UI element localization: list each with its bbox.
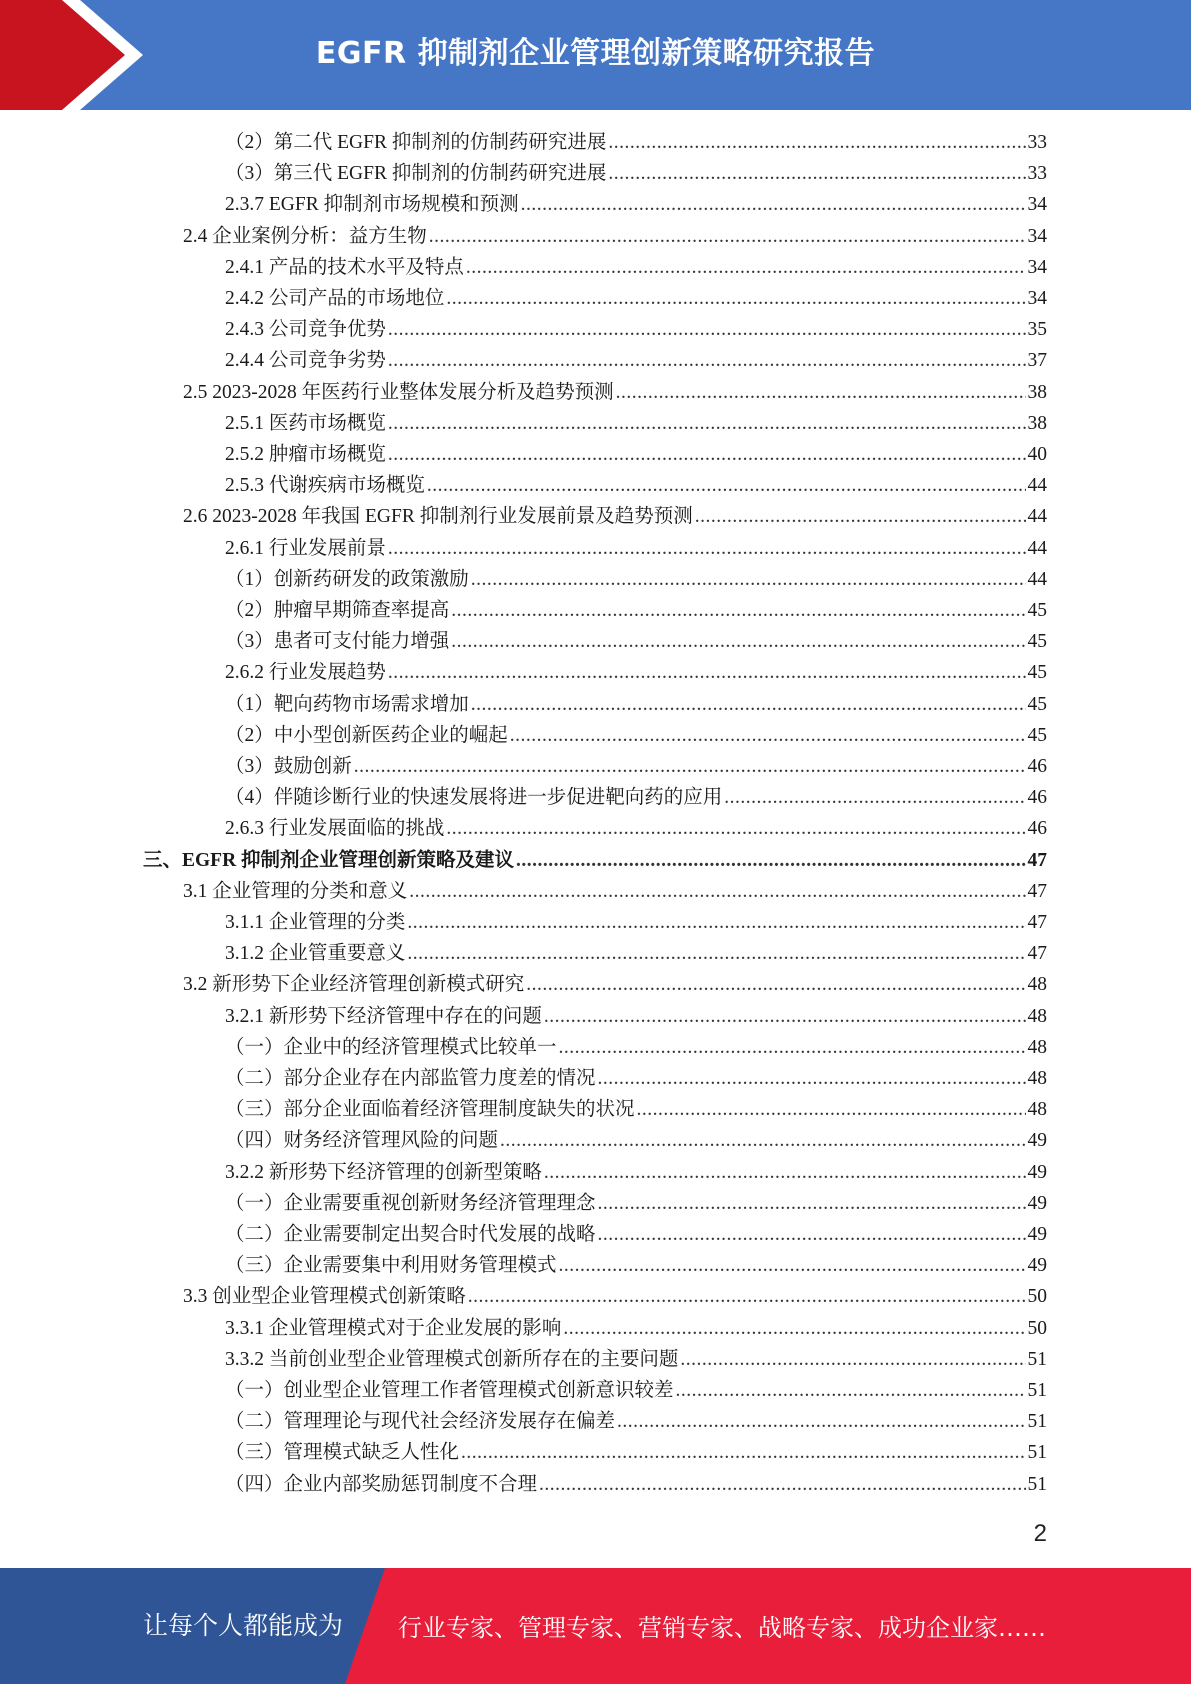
toc-entry-page: 45 [1027, 724, 1047, 746]
toc-dot-leader [388, 533, 1026, 564]
toc-entry[interactable] [225, 564, 1047, 595]
toc-dot-leader [563, 1313, 1025, 1344]
toc-dot-leader [354, 751, 1026, 782]
toc-entry-page: 38 [1027, 381, 1047, 403]
toc-entry-title: 2.6.3 行业发展面临的挑战 [225, 818, 445, 840]
toc-entry[interactable] [225, 595, 1047, 626]
toc-entry-title: 3.3 创业型企业管理模式创新策略 [183, 1286, 466, 1308]
toc-dot-leader [539, 1469, 1025, 1500]
toc-entry-page: 48 [1027, 1005, 1047, 1027]
toc-dot-leader [544, 1157, 1026, 1188]
toc-entry[interactable] [225, 1406, 1047, 1437]
toc-entry[interactable] [225, 751, 1047, 782]
toc-entry[interactable] [225, 1157, 1047, 1188]
toc-entry[interactable] [225, 1375, 1047, 1406]
toc-entry[interactable] [225, 1250, 1047, 1281]
toc-entry-page: 49 [1027, 1255, 1047, 1277]
toc-dot-leader [598, 1063, 1026, 1094]
toc-entry[interactable] [183, 1281, 1047, 1312]
toc-entry-title: （三）管理模式缺乏人性化 [225, 1442, 460, 1464]
toc-entry-title: （三）企业需要集中利用财务管理模式 [225, 1255, 557, 1277]
toc-entry-title: （一）企业中的经济管理模式比较单一 [225, 1036, 557, 1058]
toc-entry-page: 33 [1027, 163, 1047, 185]
toc-dot-leader [466, 252, 1026, 283]
toc-entry-title: 2.5 2023-2028 年医药行业整体发展分析及趋势预测 [183, 381, 614, 403]
footer-slogan-right: 行业专家、管理专家、营销专家、战略专家、成功企业家…… [398, 1614, 1046, 1642]
toc-dot-leader [559, 1250, 1026, 1281]
toc-entry[interactable] [183, 501, 1047, 532]
toc-entry-page: 48 [1027, 1099, 1047, 1121]
toc-entry-page: 34 [1027, 256, 1047, 278]
toc-dot-leader [695, 501, 1026, 532]
toc-entry-page: 49 [1027, 1224, 1047, 1245]
toc-entry-title: 2.4.2 公司产品的市场地位 [225, 288, 445, 309]
toc-entry-page: 37 [1027, 350, 1047, 372]
toc-entry-title: （二）部分企业存在内部监管力度差的情况 [225, 1068, 596, 1089]
toc-dot-leader [471, 689, 1026, 720]
toc-entry-page: 50 [1027, 1317, 1047, 1339]
toc-entry-title: 2.4 企业案例分析：益方生物 [183, 225, 427, 247]
toc-entry-title: （2）中小型创新医药企业的崛起 [225, 724, 508, 746]
toc-entry-title: （1）靶向药物市场需求增加 [225, 693, 469, 715]
toc-entry-page: 45 [1027, 600, 1047, 621]
toc-entry[interactable] [183, 221, 1047, 252]
toc-dot-leader [598, 1219, 1026, 1250]
toc-dot-leader [388, 345, 1026, 376]
toc-entry-title: （2）肿瘤早期筛查率提高 [225, 600, 450, 621]
toc-entry-page: 51 [1027, 1348, 1047, 1370]
toc-entry-page: 45 [1027, 631, 1047, 653]
toc-dot-leader [388, 314, 1026, 345]
toc-entry-title: 2.3.7 EGFR 抑制剂市场规模和预测 [225, 194, 519, 216]
toc-dot-leader [616, 377, 1026, 408]
toc-entry-page: 48 [1027, 1068, 1047, 1089]
toc-entry[interactable] [225, 1219, 1047, 1250]
toc-entry-page: 45 [1027, 662, 1047, 684]
toc-entry-page: 51 [1027, 1380, 1047, 1401]
toc-entry[interactable] [225, 439, 1047, 470]
toc-entry-title: 三、EGFR 抑制剂企业管理创新策略及建议 [143, 849, 515, 871]
toc-entry[interactable] [225, 314, 1047, 345]
toc-entry-title: （2）第二代 EGFR 抑制剂的仿制药研究进展 [225, 132, 607, 153]
toc-entry-title: （4）伴随诊断行业的快速发展将进一步促进靶向药的应用 [225, 787, 723, 809]
toc-entry-page: 44 [1027, 537, 1047, 559]
toc-entry-page: 48 [1027, 974, 1047, 996]
toc-entry-page: 46 [1027, 818, 1047, 840]
toc-dot-leader [521, 189, 1026, 220]
toc-entry[interactable] [225, 689, 1047, 720]
toc-entry-title: 3.3.1 企业管理模式对于企业发展的影响 [225, 1317, 562, 1339]
toc-entry-title: 2.5.3 代谢疾病市场概览 [225, 475, 425, 497]
toc-entry[interactable] [225, 782, 1047, 813]
toc-entry[interactable] [225, 127, 1047, 158]
toc-entry-title: 2.4.3 公司竞争优势 [225, 319, 386, 341]
toc-entry-title: 3.2 新形势下企业经济管理创新模式研究 [183, 974, 525, 996]
toc-dot-leader [451, 595, 1025, 626]
toc-entry[interactable] [183, 969, 1047, 1000]
toc-entry[interactable] [225, 345, 1047, 376]
report-title: EGFR 抑制剂企业管理创新策略研究报告 [315, 36, 876, 71]
toc-entry-title: 3.3.2 当前创业型企业管理模式创新所存在的主要问题 [225, 1348, 679, 1370]
toc-entry[interactable] [225, 1094, 1047, 1125]
toc-entry[interactable] [183, 876, 1047, 907]
toc-entry[interactable] [143, 845, 1047, 876]
toc-entry-page: 47 [1027, 849, 1047, 871]
toc-entry-page: 47 [1027, 880, 1047, 902]
toc-entry-page: 44 [1027, 506, 1047, 528]
toc-entry-page: 44 [1027, 568, 1047, 590]
page-footer [0, 1568, 1191, 1684]
toc-entry[interactable] [225, 720, 1047, 751]
toc-entry-title: 2.6 2023-2028 年我国 EGFR 抑制剂行业发展前景及趋势预测 [183, 506, 693, 528]
toc-entry-title: 3.1 企业管理的分类和意义 [183, 880, 408, 902]
toc-dot-leader [510, 720, 1026, 751]
toc-entry-title: （四）企业内部奖励惩罚制度不合理 [225, 1473, 538, 1495]
toc-entry-page: 47 [1027, 943, 1047, 965]
toc-entry-title: 2.5.1 医药市场概览 [225, 412, 386, 434]
toc-dot-leader [724, 782, 1025, 813]
toc-entry[interactable] [225, 533, 1047, 564]
toc-entry-title: （二）企业需要制定出契合时代发展的战略 [225, 1224, 596, 1245]
toc-entry-title: 3.2.2 新形势下经济管理的创新型策略 [225, 1161, 542, 1183]
toc-entry[interactable] [225, 1469, 1047, 1500]
toc-dot-leader [407, 907, 1025, 938]
footer-slogan-left: 让每个人都能成为 [143, 1611, 344, 1640]
toc-entry-title: （3）第三代 EGFR 抑制剂的仿制药研究进展 [225, 163, 607, 185]
toc-dot-leader [451, 626, 1025, 657]
toc-dot-leader [637, 1094, 1026, 1125]
toc-entry-page: 46 [1027, 787, 1047, 809]
toc-entry-page: 45 [1027, 693, 1047, 715]
toc-dot-leader [680, 1344, 1025, 1375]
toc-dot-leader [427, 470, 1026, 501]
toc-dot-leader [388, 657, 1026, 688]
toc-entry[interactable] [225, 470, 1047, 501]
toc-entry[interactable] [225, 626, 1047, 657]
toc-entry[interactable] [225, 283, 1047, 314]
toc-dot-leader [429, 221, 1026, 252]
toc-entry-page: 34 [1027, 288, 1047, 309]
toc-entry[interactable] [225, 1188, 1047, 1219]
toc-entry[interactable] [225, 1063, 1047, 1094]
toc-entry-title: （一）创业型企业管理工作者管理模式创新意识较差 [225, 1380, 674, 1401]
toc-entry[interactable] [225, 1313, 1047, 1344]
toc-entry-page: 50 [1027, 1286, 1047, 1308]
toc-entry-page: 44 [1027, 475, 1047, 497]
toc-entry[interactable] [225, 1001, 1047, 1032]
toc-entry-title: 2.5.2 肿瘤市场概览 [225, 444, 386, 465]
page-number: 2 [1033, 1520, 1047, 1547]
page-header [0, 0, 1191, 110]
toc-entry-page: 38 [1027, 412, 1047, 434]
toc-entry-page: 48 [1027, 1036, 1047, 1058]
toc-dot-leader [446, 283, 1025, 314]
toc-dot-leader [461, 1437, 1025, 1468]
toc-entry-title: （二）管理理论与现代社会经济发展存在偏差 [225, 1411, 616, 1433]
toc-entry-title: 2.6.2 行业发展趋势 [225, 662, 386, 684]
toc-entry[interactable] [225, 189, 1047, 220]
toc-dot-leader [446, 813, 1025, 844]
toc-entry[interactable] [225, 813, 1047, 844]
toc-entry-page: 47 [1027, 912, 1047, 933]
toc-dot-leader [388, 408, 1026, 439]
toc-entry-title: 2.4.1 产品的技术水平及特点 [225, 256, 464, 278]
toc-dot-leader [409, 876, 1025, 907]
toc-dot-leader [598, 1188, 1026, 1219]
toc-dot-leader [471, 564, 1026, 595]
toc-dot-leader [608, 158, 1025, 189]
toc-entry-page: 34 [1027, 225, 1047, 247]
toc-entry-title: 2.6.1 行业发展前景 [225, 537, 386, 559]
toc-dot-leader [559, 1032, 1026, 1063]
toc-entry[interactable] [225, 158, 1047, 189]
toc-dot-leader [676, 1375, 1026, 1406]
toc-entry-title: （三）部分企业面临着经济管理制度缺失的状况 [225, 1099, 635, 1121]
toc-entry[interactable] [225, 1032, 1047, 1063]
toc-entry[interactable] [225, 252, 1047, 283]
toc-dot-leader [388, 439, 1026, 470]
toc-entry-page: 40 [1027, 444, 1047, 465]
toc-entry-title: （一）企业需要重视创新财务经济管理理念 [225, 1192, 596, 1214]
toc-dot-leader [526, 969, 1025, 1000]
toc-entry-page: 49 [1027, 1192, 1047, 1214]
toc-entry-title: 3.1.1 企业管理的分类 [225, 912, 406, 933]
toc-entry-title: 3.2.1 新形势下经济管理中存在的问题 [225, 1005, 542, 1027]
toc-dot-leader [407, 938, 1025, 969]
toc-entry[interactable] [225, 657, 1047, 688]
toc-entry[interactable] [225, 408, 1047, 439]
toc-entry-title: （四）财务经济管理风险的问题 [225, 1130, 499, 1152]
toc-entry[interactable] [183, 377, 1047, 408]
toc-dot-leader [544, 1001, 1026, 1032]
toc-entry-page: 35 [1027, 319, 1047, 341]
toc-entry-title: 2.4.4 公司竞争劣势 [225, 350, 386, 372]
toc-dot-leader [617, 1406, 1025, 1437]
toc-entry[interactable] [225, 1125, 1047, 1156]
toc-entry-page: 49 [1027, 1130, 1047, 1152]
toc-entry[interactable] [225, 1437, 1047, 1468]
toc-entry-page: 51 [1027, 1442, 1047, 1464]
toc-entry[interactable] [225, 907, 1047, 938]
toc-entry[interactable] [225, 1344, 1047, 1375]
toc-entry-title: （1）创新药研发的政策激励 [225, 568, 469, 590]
toc-entry-page: 51 [1027, 1411, 1047, 1433]
toc-entry-title: （3）鼓励创新 [225, 756, 352, 777]
toc-dot-leader [608, 127, 1025, 158]
toc-entry-page: 46 [1027, 756, 1047, 777]
toc-dot-leader [468, 1281, 1026, 1312]
toc-dot-leader [516, 845, 1025, 876]
toc-dot-leader [500, 1125, 1025, 1156]
toc-entry-page: 49 [1027, 1161, 1047, 1183]
toc-entry[interactable] [225, 938, 1047, 969]
toc-entry-title: （3）患者可支付能力增强 [225, 631, 450, 653]
toc-entry-page: 34 [1027, 194, 1047, 216]
toc-entry-page: 33 [1027, 132, 1047, 153]
toc-entry-page: 51 [1027, 1473, 1047, 1495]
toc-entry-title: 3.1.2 企业管重要意义 [225, 943, 406, 965]
